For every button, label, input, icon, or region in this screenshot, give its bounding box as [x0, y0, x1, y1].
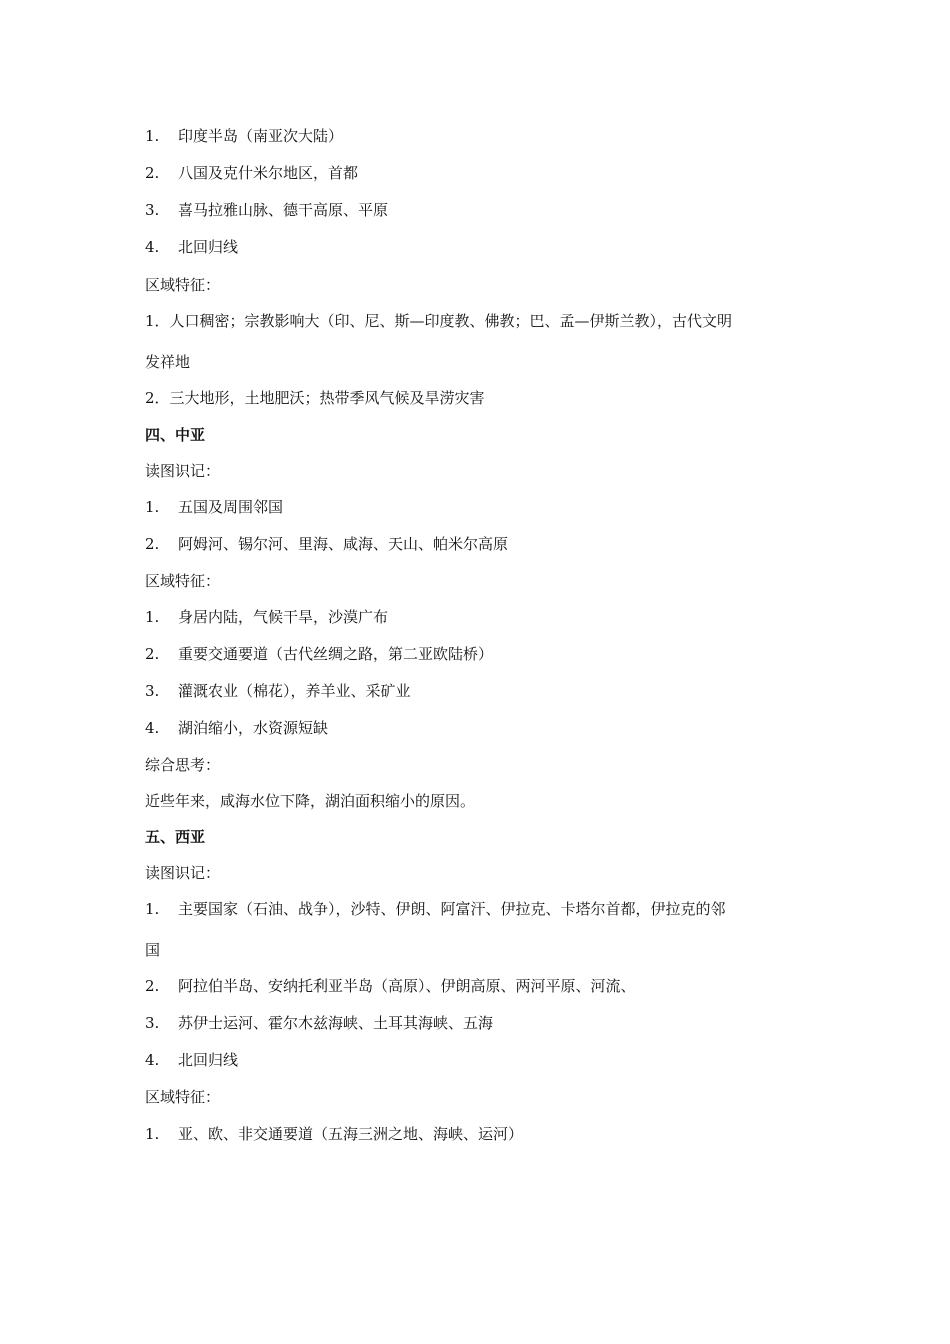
think-text: 近些年来，咸海水位下降，湖泊面积缩小的原因。 [145, 792, 476, 810]
item-number: 4. [145, 719, 160, 737]
item-number: 1. [145, 900, 160, 918]
item-text: 主要国家（石油、战争），沙特、伊朗、阿富汗、伊拉克、卡塔尔首都，伊拉克的邻 [178, 900, 726, 918]
item-text: 喜马拉雅山脉、德干高原、平原 [178, 201, 389, 219]
item-number: 1. [145, 498, 160, 516]
item-text: 重要交通要道（古代丝绸之路，第二亚欧陆桥） [178, 645, 494, 663]
item-number: 1. [145, 608, 160, 626]
list-item [145, 1013, 493, 1033]
item-text: 亚、欧、非交通要道（五海三洲之地、海峡、运河） [178, 1125, 524, 1143]
section-heading: 五、西亚 [145, 828, 206, 846]
item-text: 印度半岛（南亚次大陆） [178, 127, 344, 145]
list-item [145, 1124, 523, 1144]
item-text: 灌溉农业（棉花），养羊业、采矿业 [178, 682, 411, 700]
item-number: 2. [145, 164, 160, 182]
item-text: 北回归线 [178, 238, 239, 256]
list-item-continued: 国 [145, 941, 161, 959]
list-item [145, 126, 343, 146]
item-number: 3. [145, 1014, 160, 1032]
features-label: 区域特征： [145, 276, 221, 294]
item-number: 2. [145, 977, 160, 995]
item-text: 北回归线 [178, 1051, 239, 1069]
item-text: 湖泊缩小，水资源短缺 [178, 719, 329, 737]
item-text: 五国及周围邻国 [178, 498, 284, 516]
item-text: 八国及克什米尔地区，首都 [178, 164, 359, 182]
list-item [145, 644, 493, 664]
list-item [145, 718, 328, 738]
item-number: 1. [145, 127, 160, 145]
list-item [145, 1050, 238, 1070]
list-item [145, 237, 238, 257]
item-text: 阿姆河、锡尔河、里海、咸海、天山、帕米尔高原 [178, 535, 509, 553]
item-number: 1. [145, 1125, 160, 1143]
list-item [145, 497, 283, 517]
item-number: 4. [145, 238, 160, 256]
item-number: 4. [145, 1051, 160, 1069]
features-label: 区域特征： [145, 572, 221, 590]
item-number: 3. [145, 682, 160, 700]
list-item [145, 976, 636, 996]
list-item [145, 534, 508, 554]
map-label: 读图识记： [145, 864, 221, 882]
list-item [145, 200, 388, 220]
think-label: 综合思考： [145, 756, 221, 774]
item-text: 身居内陆，气候干旱，沙漠广布 [178, 608, 389, 626]
feature-paragraph: 1．人口稠密；宗教影响大（印、尼、斯—印度教、佛教；巴、孟—伊斯兰教），古代文明 [145, 312, 733, 330]
item-number: 2. [145, 535, 160, 553]
item-number: 2. [145, 645, 160, 663]
list-item [145, 681, 411, 701]
item-text: 苏伊士运河、霍尔木兹海峡、土耳其海峡、五海 [178, 1014, 494, 1032]
features-label: 区域特征： [145, 1088, 221, 1106]
map-label: 读图识记： [145, 462, 221, 480]
item-number: 3. [145, 201, 160, 219]
list-item [145, 607, 388, 627]
list-item [145, 899, 726, 919]
item-text: 阿拉伯半岛、安纳托利亚半岛（高原）、伊朗高原、两河平原、河流、 [178, 977, 636, 995]
feature-paragraph: 2．三大地形，土地肥沃；热带季风气候及旱涝灾害 [145, 389, 485, 407]
list-item [145, 163, 358, 183]
section-heading: 四、中亚 [145, 426, 206, 444]
feature-paragraph-continued: 发祥地 [145, 353, 191, 371]
